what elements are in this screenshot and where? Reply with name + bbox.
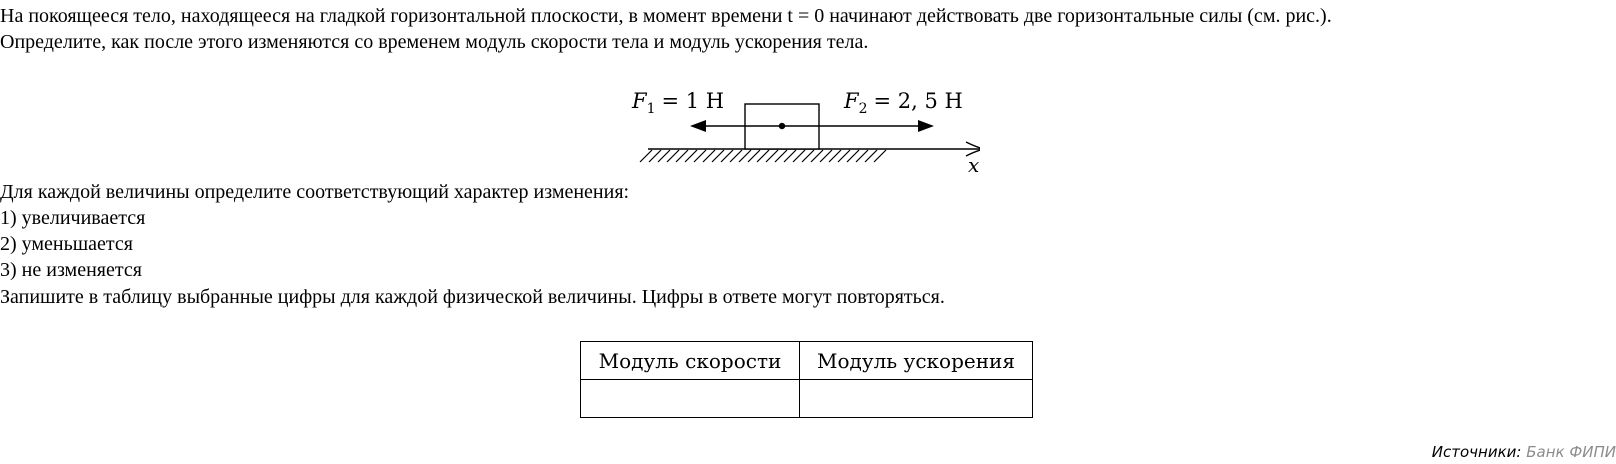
force-f2-arrowhead (918, 120, 934, 132)
answer-prompt: Запишите в таблицу выбранные цифры для каждой физической величины. Цифры в ответе могут повторяться. (0, 286, 945, 308)
f1-symbol: F (632, 89, 647, 113)
f1-subscript: 1 (646, 101, 656, 117)
option-1: 1) увеличивается (0, 207, 146, 229)
answer-table (580, 341, 1033, 418)
answer-table-input-row (581, 380, 1033, 418)
f1-value: = 1 Н (661, 89, 725, 113)
source-label: Источники: (1431, 443, 1522, 461)
problem-intro-line-1: На покоящееся тело, находящееся на гладкой горизонтальной плоскости, в момент времени t = 0 начинают действовать две горизонтальные силы (см. рис.). (0, 5, 1332, 27)
answer-table-header-row (581, 342, 1033, 380)
option-2: 2) уменьшается (0, 233, 133, 255)
source-link[interactable]: Банк ФИПИ (1526, 443, 1616, 461)
ground-hatching (640, 150, 886, 162)
f2-symbol: F (844, 89, 859, 113)
option-3: 3) не изменяется (0, 259, 142, 281)
answer-cell-acceleration[interactable] (800, 380, 1033, 418)
x-axis-label: x (968, 153, 980, 177)
force-diagram (620, 80, 980, 180)
f2-value: = 2, 5 Н (873, 89, 963, 113)
force-f1-arrowhead (690, 120, 706, 132)
header-acceleration-modulus: Модуль ускорения (800, 342, 1033, 380)
f2-subscript: 2 (858, 101, 868, 117)
problem-intro-line-2: Определите, как после этого изменяются со временем модуль скорости тела и модуль ускорения тела. (0, 31, 869, 53)
problem-instruction: Для каждой величины определите соответствующий характер изменения: (0, 181, 630, 203)
answer-cell-velocity[interactable] (581, 380, 800, 418)
source-credit (1432, 443, 1616, 461)
header-velocity-modulus: Модуль скорости (581, 342, 800, 380)
force-f1-label (631, 89, 724, 117)
force-f2-label (843, 89, 963, 117)
